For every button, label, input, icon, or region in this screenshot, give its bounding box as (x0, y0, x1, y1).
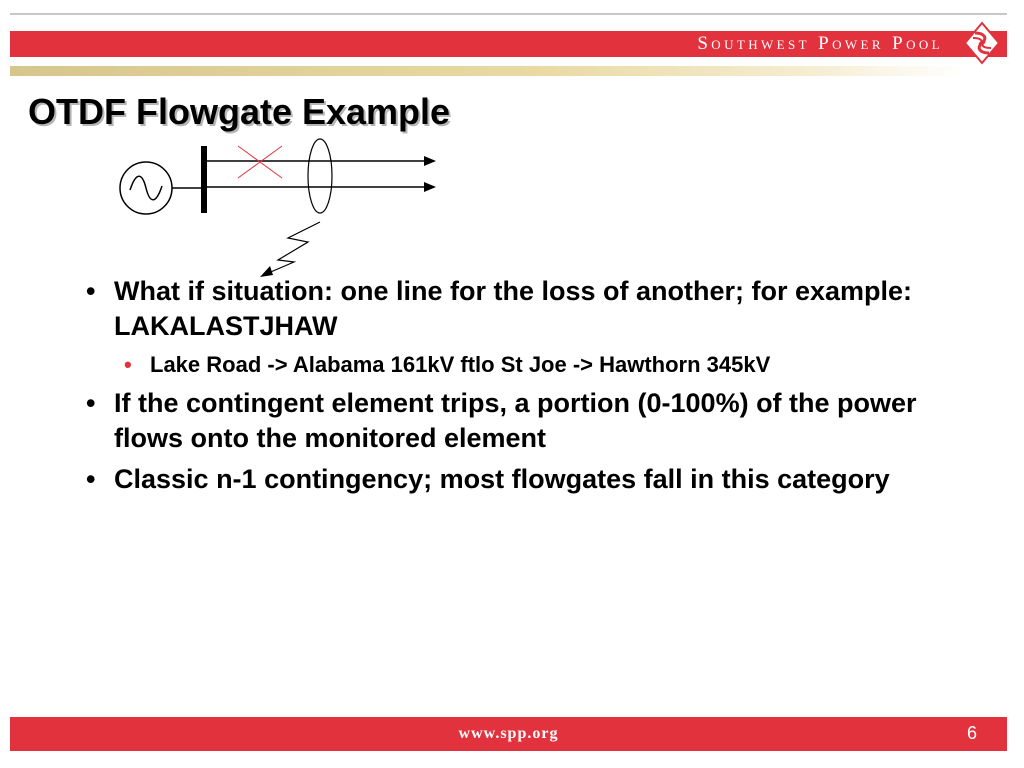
bullet-text: If the contingent element trips, a portion (0-100%) of the power flows onto the monitored element (114, 388, 917, 453)
trip-x-icon (238, 146, 282, 178)
sub-bullet-item (124, 350, 966, 380)
bullet-dot: • (86, 276, 96, 306)
bullet-item (86, 274, 966, 344)
bullet-list (86, 274, 966, 503)
footer-url[interactable]: www.spp.org (458, 725, 559, 742)
page-number: 6 (966, 723, 977, 743)
sub-bullet-text: Lake Road -> Alabama 161kV ftlo St Joe -> Hawthorn 345kV (150, 352, 771, 377)
header-bar (10, 31, 1007, 57)
bullet-dot: • (86, 464, 96, 494)
flowgate-diagram (110, 138, 450, 278)
generator-icon (120, 162, 172, 214)
lightning-icon (260, 222, 320, 277)
bullet-text: What if situation: one line for the loss of another; for example: LAKALASTJHAW (114, 276, 913, 341)
brand-name: Southwest Power Pool (697, 33, 943, 54)
bullet-item (86, 462, 966, 497)
transmission-line-tripped (207, 156, 436, 166)
footer-bar (10, 717, 1007, 751)
spp-logo-icon (962, 21, 1002, 65)
slide-title: OTDF Flowgate Example (28, 91, 451, 132)
bullet-text: Classic n-1 contingency; most flowgates fall in this category (114, 464, 890, 494)
bullet-item (86, 386, 966, 456)
top-rule (10, 13, 1007, 15)
transmission-line-monitored (207, 182, 436, 192)
flowgate-ellipse (308, 139, 332, 213)
header-gradient-band (10, 66, 965, 76)
bullet-dot: • (86, 388, 96, 418)
sub-bullet-dot: • (124, 352, 132, 377)
